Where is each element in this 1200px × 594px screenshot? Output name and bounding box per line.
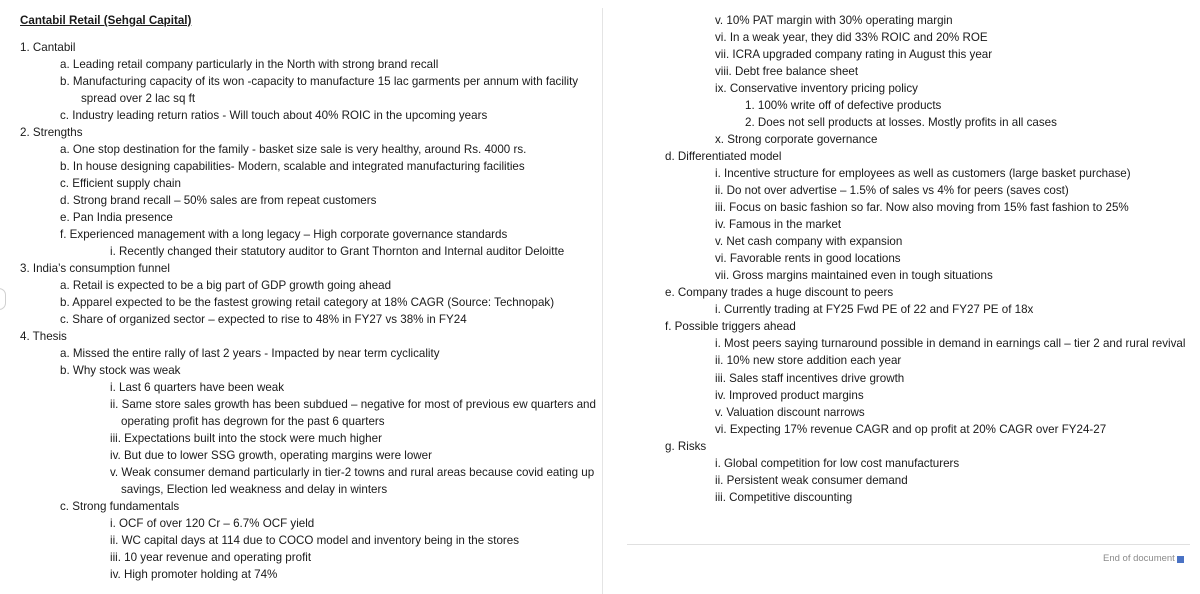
heading-cantabil: 1. Cantabil: [20, 41, 76, 54]
list-item: c. Industry leading return ratios - Will touch about 40% ROIC in the upcoming years: [60, 109, 488, 122]
sub-list-item: vii. ICRA upgraded company rating in August this year: [715, 48, 993, 61]
right-page: [602, 0, 1200, 594]
sub-list-item: i. Global competition for low cost manufacturers: [715, 457, 960, 470]
list-item: e. Company trades a huge discount to peers: [665, 286, 894, 299]
list-item-continuation: spread over 2 lac sq ft: [81, 92, 196, 105]
nested-list-item: 1. 100% write off of defective products: [745, 99, 942, 112]
list-item: e. Pan India presence: [60, 211, 173, 224]
list-item: f. Possible triggers ahead: [665, 320, 796, 333]
scroll-handle[interactable]: [0, 288, 6, 310]
sub-list-item: i. Incentive structure for employees as well as customers (large basket purchase): [715, 167, 1131, 180]
list-item: a. Missed the entire rally of last 2 years - Impacted by near term cyclicality: [60, 347, 440, 360]
nested-list-item: 2. Does not sell products at losses. Mostly profits in all cases: [745, 116, 1057, 129]
sub-list-item: ii. Persistent weak consumer demand: [715, 474, 908, 487]
list-item: c. Share of organized sector – expected to rise to 48% in FY27 vs 38% in FY24: [60, 313, 467, 326]
heading-thesis: 4. Thesis: [20, 330, 67, 343]
list-item: d. Strong brand recall – 50% sales are from repeat customers: [60, 194, 377, 207]
sub-list-item: x. Strong corporate governance: [715, 133, 878, 146]
sub-list-item: iv. Improved product margins: [715, 389, 864, 402]
list-item: a. Retail is expected to be a big part of GDP growth going ahead: [60, 279, 392, 292]
sub-list-item: iv. But due to lower SSG growth, operating margins were lower: [110, 449, 432, 462]
sub-list-item: i. Most peers saying turnaround possible in demand in earnings call – tier 2 and rural revival: [715, 337, 1186, 350]
list-item: c. Efficient supply chain: [60, 177, 181, 190]
list-item: a. One stop destination for the family - basket size sale is very healthy, around Rs. 4000 rs.: [60, 143, 527, 156]
list-item: b. In house designing capabilities- Modern, scalable and integrated manufacturing facilities: [60, 160, 525, 173]
sub-list-item: v. Valuation discount narrows: [715, 406, 865, 419]
list-item: b. Apparel expected to be the fastest growing retail category at 18% CAGR (Source: Technopak): [60, 296, 555, 309]
end-of-document-label: End of document: [1103, 553, 1175, 564]
list-item: b. Manufacturing capacity of its won -capacity to manufacture 15 lac garments per annum with facility: [60, 75, 579, 88]
sub-list-item: ii. Same store sales growth has been subdued – negative for most of previous ew quarters and: [110, 398, 596, 411]
sub-list-item: i. Currently trading at FY25 Fwd PE of 22 and FY27 PE of 18x: [715, 303, 1034, 316]
heading-strengths: 2. Strengths: [20, 126, 83, 139]
sub-list-item: iv. High promoter holding at 74%: [110, 568, 278, 581]
list-item: b. Why stock was weak: [60, 364, 181, 377]
sub-list-item: vi. Expecting 17% revenue CAGR and op profit at 20% CAGR over FY24-27: [715, 423, 1107, 436]
sub-list-item: i. Recently changed their statutory auditor to Grant Thornton and Internal auditor Deloitte: [110, 245, 565, 258]
sub-list-item-continuation: operating profit has degrown for the past 6 quarters: [121, 415, 385, 428]
sub-list-item: iv. Famous in the market: [715, 218, 842, 231]
heading-consumption-funnel: 3. India’s consumption funnel: [20, 262, 170, 275]
sub-list-item: v. 10% PAT margin with 30% operating margin: [715, 14, 953, 27]
sub-list-item: iii. Focus on basic fashion so far. Now also moving from 15% fast fashion to 25%: [715, 201, 1129, 214]
sub-list-item: iii. Sales staff incentives drive growth: [715, 372, 905, 385]
list-item: c. Strong fundamentals: [60, 500, 180, 513]
sub-list-item: ix. Conservative inventory pricing policy: [715, 82, 918, 95]
list-item: g. Risks: [665, 440, 707, 453]
sub-list-item: v. Net cash company with expansion: [715, 235, 903, 248]
sub-list-item: ii. 10% new store addition each year: [715, 354, 902, 367]
sub-list-item: ii. Do not over advertise – 1.5% of sales vs 4% for peers (saves cost): [715, 184, 1069, 197]
end-divider: [627, 544, 1190, 545]
list-item: d. Differentiated model: [665, 150, 782, 163]
sub-list-item: vii. Gross margins maintained even in tough situations: [715, 269, 993, 282]
sub-list-item: vi. In a weak year, they did 33% ROIC and 20% ROE: [715, 31, 988, 44]
sub-list-item: v. Weak consumer demand particularly in tier-2 towns and rural areas because covid eating up: [110, 466, 595, 479]
document-title: Cantabil Retail (Sehgal Capital): [20, 14, 192, 27]
sub-list-item: iii. Competitive discounting: [715, 491, 853, 504]
sub-list-item: ii. WC capital days at 114 due to COCO model and inventory being in the stores: [110, 534, 519, 547]
list-item: a. Leading retail company particularly in the North with strong brand recall: [60, 58, 439, 71]
list-item: f. Experienced management with a long legacy – High corporate governance standards: [60, 228, 508, 241]
end-of-document-marker-icon: [1177, 556, 1184, 563]
sub-list-item: viii. Debt free balance sheet: [715, 65, 859, 78]
sub-list-item: i. OCF of over 120 Cr – 6.7% OCF yield: [110, 517, 315, 530]
sub-list-item: iii. Expectations built into the stock were much higher: [110, 432, 382, 445]
sub-list-item-continuation: savings, Election led weakness and delay in winters: [121, 483, 388, 496]
sub-list-item: iii. 10 year revenue and operating profit: [110, 551, 312, 564]
sub-list-item: i. Last 6 quarters have been weak: [110, 381, 285, 394]
sub-list-item: vi. Favorable rents in good locations: [715, 252, 901, 265]
